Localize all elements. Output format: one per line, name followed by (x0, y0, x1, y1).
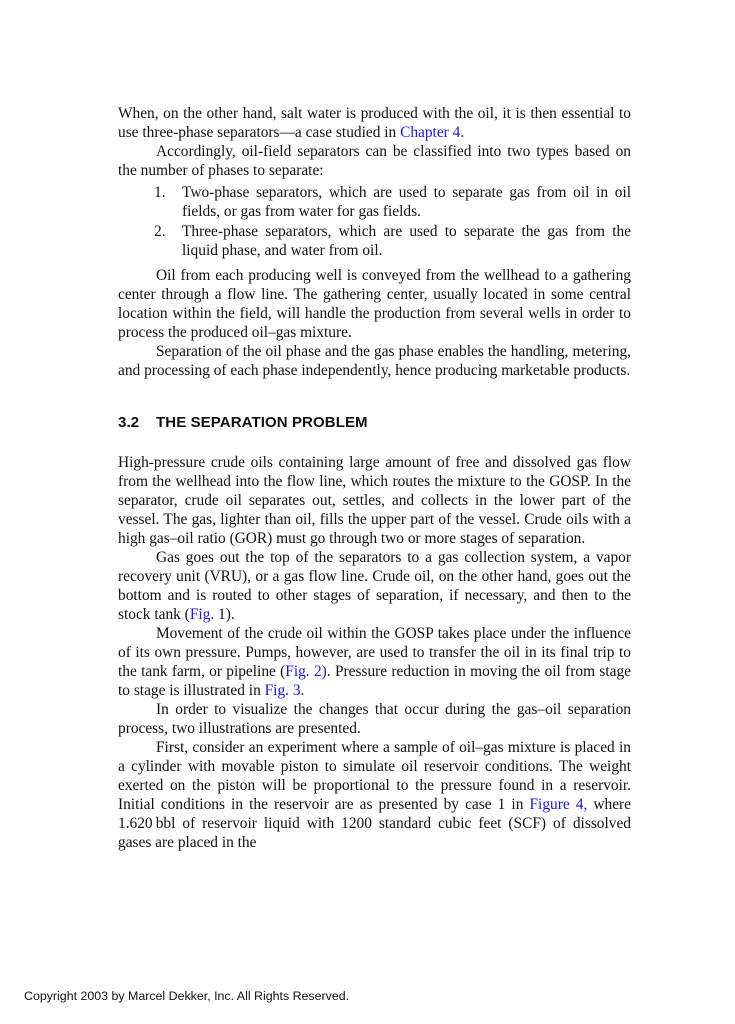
paragraph-6-text-end: 1). (214, 606, 235, 623)
paragraph-6 (118, 548, 631, 624)
paragraph-8: In order to visualize the changes that occur during the gas–oil separation process, two illustrations are presented. (118, 701, 631, 737)
list-item (118, 222, 631, 260)
paragraph-9-text-end: where 1.620 bbl of reservoir liquid with 1200 standard cubic feet (SCF) of dissolved gases are placed in the (118, 796, 631, 851)
figure-4-link[interactable]: Figure 4, (529, 796, 588, 813)
section-number: 3.2 (118, 414, 140, 431)
fig-1-link[interactable]: Fig. (189, 606, 215, 623)
section-title: THE SEPARATION PROBLEM (156, 414, 368, 431)
paragraph-6-text: Gas goes out the top of the separators to a gas collection system, a vapor recovery unit (VRU), or a gas flow line. Crude oil, on the other hand, goes out the bottom and is routed to other stages of separation, if necessary, and then to the stock tank ( (118, 549, 631, 623)
list-item-text: Two-phase separators, which are used to separate gas from oil in oil fields, or gas from water for gas fields. (182, 184, 631, 220)
paragraph-1-text: When, on the other hand, salt water is produced with the oil, it is then essential to use three-phase separators—a case studied in (118, 105, 631, 141)
fig-2-link[interactable]: Fig. 2) (285, 663, 327, 680)
fig-3-link[interactable]: Fig. 3. (264, 682, 305, 699)
separator-type-list (118, 183, 631, 260)
list-item-text: Three-phase separators, which are used to separate the gas from the liquid phase, and water from oil. (182, 223, 631, 259)
list-number: 1. (154, 184, 166, 201)
paragraph-5: High-pressure crude oils containing large amount of free and dissolved gas flow from the wellhead into the flow line, which routes the mixture to the GOSP. In the separator, crude oil separates out, settles, and collects in the lower part of the vessel. The gas, lighter than oil, fills the upper part of the vessel. Crude oils with a high gas–oil ratio (GOR) must go through two or more stages of separation. (118, 454, 631, 547)
list-item (118, 183, 631, 221)
page-content (118, 104, 631, 852)
paragraph-7-text-mid: . Pressure reduction in moving the oil from stage to stage is illustrated in (118, 663, 631, 699)
paragraph-4: Separation of the oil phase and the gas phase enables the handling, metering, and processing of each phase independently, hence producing marketable products. (118, 343, 631, 379)
paragraph-1 (118, 104, 631, 142)
paragraph-7 (118, 624, 631, 700)
paragraph-9-text: First, consider an experiment where a sample of oil–gas mixture is placed in a cylinder with movable piston to simulate oil reservoir conditions. The weight exerted on the piston will be proportional to the pressure found in a reservoir. Initial conditions in the reservoir are as presented by case 1 in (118, 739, 631, 813)
copyright-footer: Copyright 2003 by Marcel Dekker, Inc. All Rights Reserved. (24, 989, 350, 1003)
paragraph-3: Oil from each producing well is conveyed from the wellhead to a gathering center through a flow line. The gathering center, usually located in some central location within the field, will handle the production from several wells in order to process the produced oil–gas mixture. (118, 267, 631, 341)
paragraph-7-text: Movement of the crude oil within the GOSP takes place under the influence of its own pressure. Pumps, however, are used to transfer the oil in its final trip to the tank farm, or pipeline ( (118, 625, 631, 680)
paragraph-2: Accordingly, oil-field separators can be classified into two types based on the number of phases to separate: (118, 143, 631, 179)
chapter-4-link[interactable]: Chapter 4. (400, 124, 465, 141)
paragraph-9 (118, 738, 631, 852)
list-number: 2. (154, 223, 166, 240)
section-heading (118, 414, 631, 431)
